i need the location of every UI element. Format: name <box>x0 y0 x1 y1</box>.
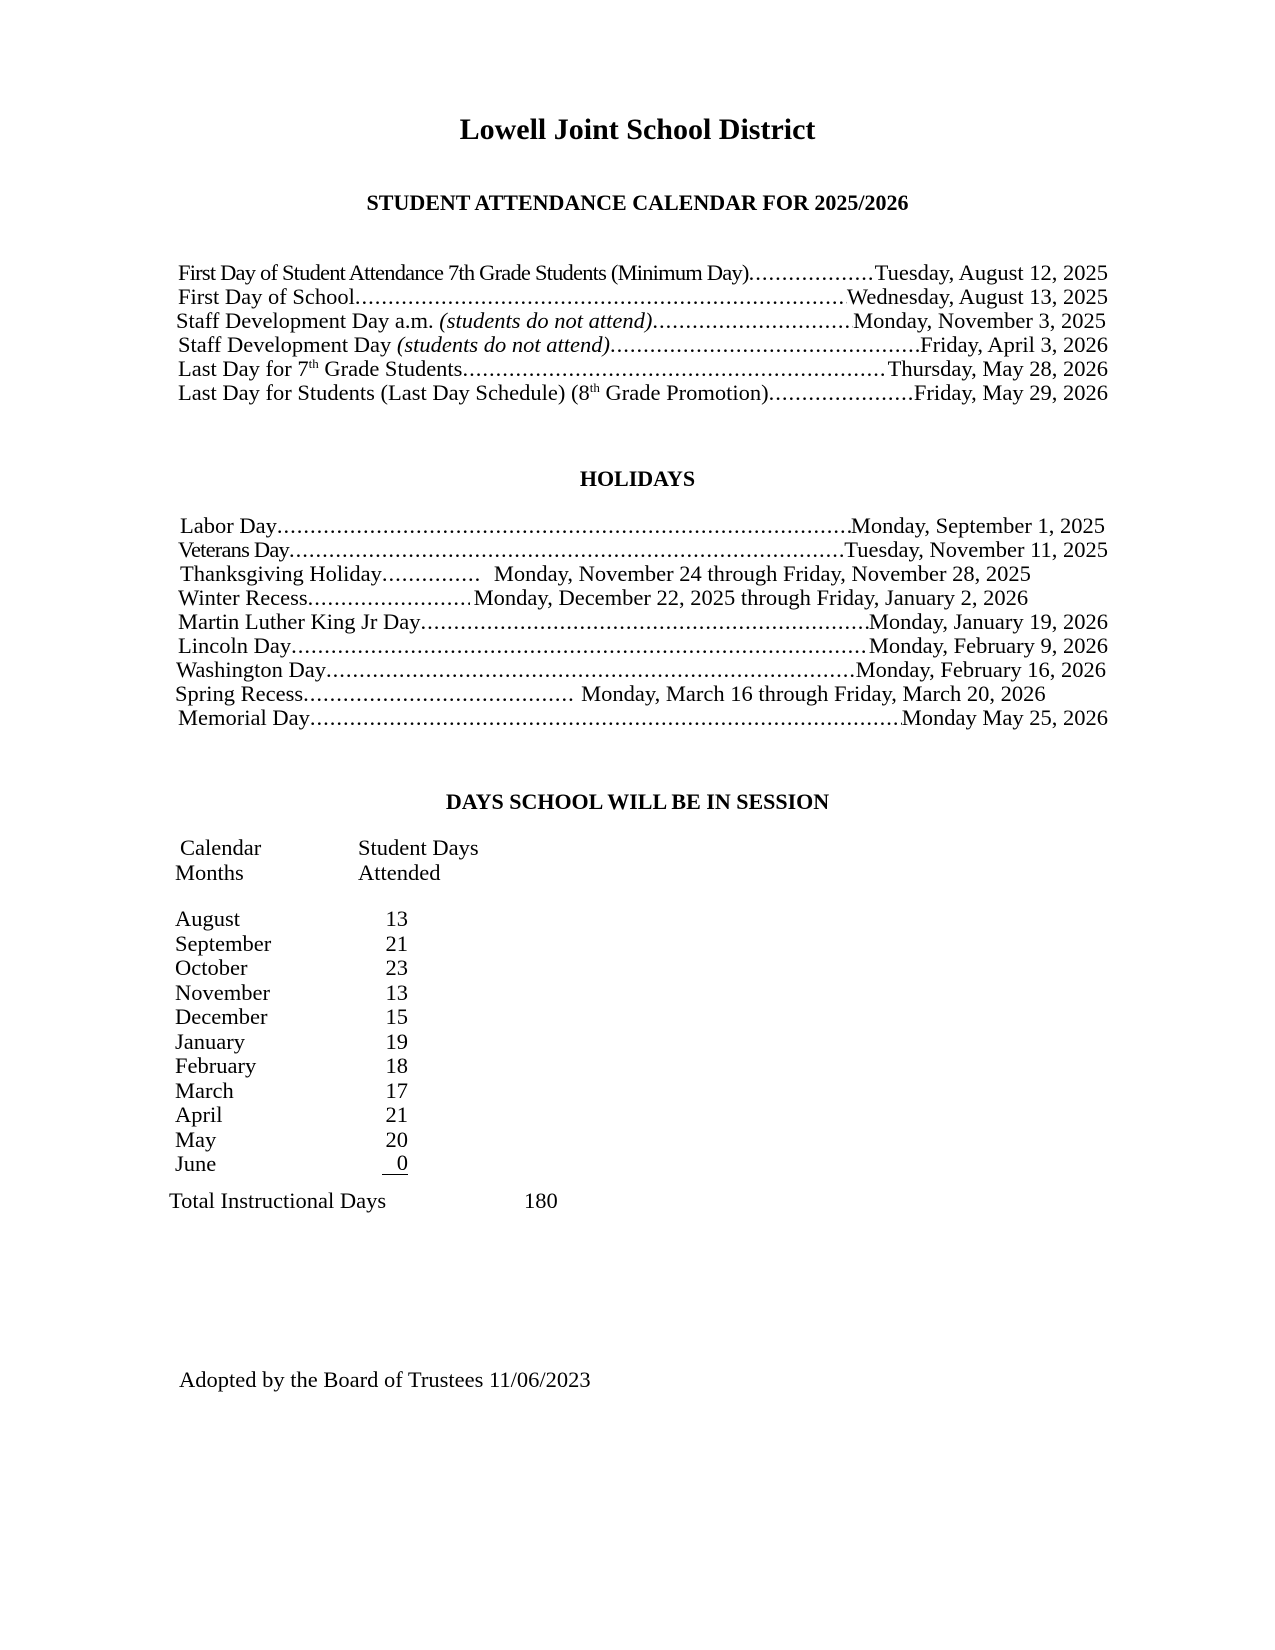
attendance-date: Wednesday, August 13, 2025 <box>846 284 1108 309</box>
header-line: Student Days <box>358 835 479 860</box>
holiday-row <box>176 658 1106 682</box>
month-cell: May <box>175 1126 217 1152</box>
month-cell: January <box>175 1028 245 1054</box>
leader-dots <box>769 381 914 405</box>
leader-dots <box>610 333 920 357</box>
holiday-date: Monday, November 24 through Friday, November 28, 2025 <box>493 561 1031 586</box>
month-cell: October <box>175 955 248 980</box>
label-text: Staff Development Day a.m. <box>176 308 440 333</box>
holiday-row <box>178 586 1108 610</box>
days-cell: 13 <box>385 979 408 1005</box>
holiday-date: Monday, September 1, 2025 <box>850 513 1105 538</box>
holiday-row <box>178 538 1108 562</box>
label-note: (students do not attend) <box>439 308 653 333</box>
days-list <box>360 907 408 1175</box>
label-text: Grade Students <box>318 356 463 381</box>
holiday-date: Monday, December 22, 2025 through Friday, January 2, 2026 <box>473 585 1029 610</box>
holiday-date: Monday, January 19, 2026 <box>868 609 1108 634</box>
month-cell: November <box>175 979 270 1005</box>
holiday-date: Tuesday, November 11, 2025 <box>844 537 1108 562</box>
attendance-date: Friday, May 29, 2026 <box>913 380 1108 405</box>
leader-dots <box>308 586 470 610</box>
days-cell: 18 <box>385 1053 408 1078</box>
month-cell: March <box>175 1077 234 1103</box>
holiday-date: Monday, February 9, 2026 <box>868 633 1108 658</box>
leader-dots <box>382 562 482 586</box>
days-cell: 21 <box>385 930 408 956</box>
holiday-date: Monday May 25, 2026 <box>901 705 1108 730</box>
holiday-date: Monday, February 16, 2026 <box>855 657 1106 682</box>
holiday-label: Labor Day <box>180 513 277 538</box>
holiday-label: Spring Recess <box>175 681 304 706</box>
month-cell: December <box>175 1004 268 1029</box>
holiday-label: Washington Day <box>176 657 327 682</box>
attendance-label <box>178 381 769 405</box>
ordinal-suffix: th <box>589 380 600 395</box>
leader-dots <box>652 309 853 333</box>
months-list <box>175 907 271 1177</box>
holiday-label: Martin Luther King Jr Day <box>178 609 421 634</box>
header-line: Attended <box>358 859 441 885</box>
days-cell: 13 <box>385 906 408 931</box>
holiday-row <box>175 682 1108 706</box>
attendance-row <box>176 309 1106 333</box>
months-column-header <box>175 835 262 885</box>
attendance-label: First Day of School <box>178 284 355 309</box>
session-heading: DAYS SCHOOL WILL BE IN SESSION <box>445 789 830 814</box>
days-cell: 17 <box>385 1077 408 1103</box>
holiday-label: Memorial Day <box>178 705 310 730</box>
attendance-label <box>178 333 610 357</box>
days-column-header <box>358 836 479 885</box>
days-cell: 21 <box>385 1102 408 1127</box>
label-text: Last Day for 7 <box>178 356 309 381</box>
leader-dots <box>277 514 851 538</box>
ordinal-suffix: th <box>308 356 319 371</box>
days-cell: 23 <box>385 955 408 980</box>
leader-dots <box>310 706 902 730</box>
total-label: Total Instructional Days <box>169 1188 387 1213</box>
holiday-row <box>180 514 1105 538</box>
leader-dots <box>291 634 869 658</box>
adopted-note: Adopted by the Board of Trustees 11/06/2023 <box>179 1367 591 1392</box>
holiday-label: Veterans Day <box>178 537 289 562</box>
holiday-label: Thanksgiving Holiday <box>180 561 382 586</box>
month-cell: June <box>175 1151 217 1176</box>
holiday-row <box>178 634 1108 658</box>
holiday-row <box>178 706 1108 730</box>
attendance-row <box>178 285 1108 309</box>
attendance-row <box>178 381 1108 405</box>
attendance-row <box>178 261 1108 285</box>
leader-dots <box>289 538 844 562</box>
days-cell: 15 <box>385 1004 408 1029</box>
header-line: Months <box>175 859 244 885</box>
holiday-label: Winter Recess <box>178 585 308 610</box>
label-text: Last Day for Students (Last Day Schedule) (8 <box>178 380 590 405</box>
holiday-date: Monday, March 16 through Friday, March 20, 2026 <box>581 681 1046 706</box>
holiday-label: Lincoln Day <box>178 633 292 658</box>
calendar-heading: STUDENT ATTENDANCE CALENDAR FOR 2025/2026 <box>366 190 909 215</box>
leader-dots <box>326 658 856 682</box>
holiday-row <box>180 562 1105 586</box>
total-value: 180 <box>524 1188 558 1213</box>
attendance-label: First Day of Student Attendance 7th Grade Students (Minimum Day) <box>178 260 749 285</box>
header-line: Calendar <box>180 835 262 860</box>
label-note: (students do not attend) <box>396 332 611 357</box>
attendance-row <box>178 333 1108 357</box>
leader-dots <box>355 285 847 309</box>
holidays-heading: HOLIDAYS <box>579 466 696 491</box>
document-title: Lowell Joint School District <box>459 113 816 146</box>
leader-dots <box>420 610 868 634</box>
days-cell: 20 <box>385 1126 408 1152</box>
attendance-date: Tuesday, August 12, 2025 <box>874 260 1108 285</box>
days-cell: 0 <box>382 1152 408 1175</box>
label-text: Staff Development Day <box>178 332 397 357</box>
attendance-date: Friday, April 3, 2026 <box>920 332 1108 357</box>
days-cell: 19 <box>385 1028 408 1054</box>
attendance-date: Monday, November 3, 2025 <box>853 308 1106 333</box>
attendance-row <box>178 357 1108 381</box>
month-cell: September <box>175 930 272 956</box>
attendance-label <box>178 357 462 381</box>
month-cell: August <box>175 906 241 931</box>
attendance-label <box>176 309 652 333</box>
month-cell: April <box>175 1102 223 1127</box>
holiday-row <box>178 610 1108 634</box>
attendance-date: Thursday, May 28, 2026 <box>887 356 1108 381</box>
label-text: Grade Promotion) <box>599 380 769 405</box>
leader-dots <box>303 682 575 706</box>
leader-dots <box>749 261 875 285</box>
leader-dots <box>462 357 887 381</box>
month-cell: February <box>175 1053 257 1078</box>
